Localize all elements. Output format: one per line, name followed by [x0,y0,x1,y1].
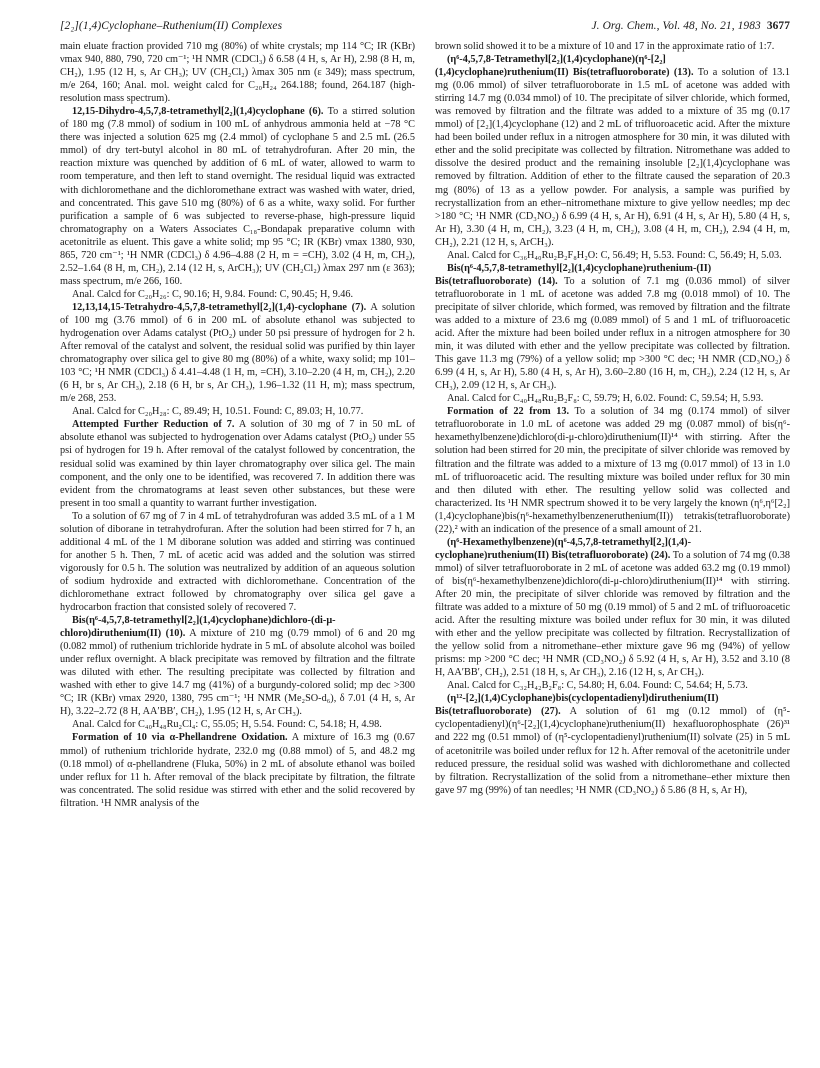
paragraph-text: Anal. Calcd for C₂₀H₂₆: C, 90.16; H, 9.84. Found: C, 90.45; H, 9.46. [72,288,354,300]
paragraph [60,718,415,731]
paragraph-text: A solution of 30 mg of 7 in 50 mL of absolute ethanol was subjected to hydrogenation over Adams catalyst (PtO₂) under 55 psi of hydrogen for 19 h. After removal of the catalyst followed by concentration, the residual solid was examined by thin layer chromatography over silica gel. The main component, and the only one to be identified, was recovered 7. In addition there was evident from the chromatograms at least seven other substances, but these were present in too small a quantity to warrant further investigation. [60,419,415,509]
paragraph [435,536,790,680]
journal-citation [592,20,790,32]
paragraph [435,692,790,796]
paragraph-text: To a solution of 7.1 mg (0.036 mmol) of silver tetrafluoroborate in 1 mL of acetone was added 7.8 mg (0.018 mmol) of 10. The precipitate of silver chloride, which formed, was removed by filtration and the filtrate was added to a mixture of 23.6 mg (0.089 mmol) of 5 and 1 mL of trifluoroacetic acid. After the mixture had been boiled under reflux in a nitrogen atmosphere for 30 min, it was diluted with ether and the yellow precipitate was collected by filtration. This gave 11.3 mg (79%) of a yellow solid; mp >300 °C dec; ¹H NMR (CD₃NO₂) δ 6.99 (4 H, s, Ar H), 5.80 (4 H, s, Ar H), 3.60–2.80 (16 H, m, CH₂), 2.24 (12 H, s, Ar CH₃), 2.09 (12 H, s, Ar CH₃). [435,275,790,392]
paragraph [435,249,790,262]
paragraph-heading: 12,13,14,15-Tetrahydro-4,5,7,8-tetramethyl[2₂](1,4)-cyclophane (7). [72,301,367,313]
paragraph-heading: (η¹²-[2₂](1,4)Cyclophane)bis(cyclopentadienyl)diruthenium(II) Bis(tetrafluoroborate) (27). [435,693,719,718]
paragraph [60,40,415,105]
paragraph [60,731,415,809]
paragraph-text: To a solution of 67 mg of 7 in 4 mL of tetrahydrofuran was added 3.5 mL of a 1 M solution of diborane in tetrahydrofuran. After the solution had been stirred for 7 h, an additional 4 mL of the 1 M diborane solution was added and stirring was continued for another 5 h. Then, 7 mL of acetic acid was added and the solution was stirred vigorously for 0.5 h. The solution was neutralized by addition of an aqueous solution of sodium hydroxide and extracted with dichloromethane. Concentration of the dichloromethane extract followed by chromatography over silica gel gave a hydrocarbon fraction that consisted solely of recovered 7. [60,510,415,614]
paragraph [60,510,415,614]
paragraph-heading: Bis(η⁶-4,5,7,8-tetramethyl[2₂](1,4)cyclophane)dichloro-(di-μ-chloro)diruthenium(II) (10). [60,615,336,640]
paragraph [435,40,790,53]
paragraph-text: Anal. Calcd for C₂₀H₂₈: C, 89.49; H, 10.51. Found: C, 89.03; H, 10.77. [72,406,364,418]
paragraph-heading: Formation of 22 from 13. [447,406,570,418]
paragraph [60,418,415,509]
page-number: 3677 [766,20,790,32]
paragraph-text: To a stirred solution of 180 mg (7.8 mmol) of sodium in 100 mL of anhydrous ammonia held at −78 °C there was injected a solution 625 mg (2.4 mmol) of cyclophane 5 and 2.5 mL (26.5 mmol) of dry tert-butyl alcohol in 80 mL of tetrahydrofuran. After 20 min, the reaction mixture was quenched by addition of 6 mL of water, allowed to warm to room temperature, and then left to stand overnight. The residual liquid was extracted with dichloromethane and the dichloromethane extract was washed with water, dried, and concentrated. This gave 510 mg (80%) of 6 as a white, waxy solid. For further purification a sample of 6 was subjected to reverse-phase, high-pressure liquid chromatography on a Waters Associates C₁₈-Bondapak preparative column with acetonitrile as eluent. This gave a white solid; mp 95 °C; IR (KBr) νmax 1380, 930, 865, 720 cm⁻¹; ¹H NMR (CDCl₃) δ 4.96–4.88 (2 H, m = =CH), 3.02 (4 H, m, CH₂), 2.52–1.64 (8 H, m, CH₂), 2.14 (12 H, s, ArCH₃); UV (CH₂Cl₂) λmax 297 nm (ε 363); mass spectrum, m/e 266, 160. [60,106,415,287]
paragraph-text: A mixture of 210 mg (0.79 mmol) of 6 and 20 mg (0.082 mmol) of ruthenium trichloride hydrate in 5 mL of absolute alcohol was boiled under reflux overnight. A black precipitate was removed by filtration and the filtrate was diluted with ether. The resulting precipitate was collected by filtration and washed with ether to give 14.7 mg (41%) of a burgundy-colored solid; mp dec >300 °C; IR (KBr) νmax 2920, 1380, 795 cm⁻¹; ¹H NMR (Me₂SO-d₆), δ 7.01 (4 H, s, Ar H), 3.22–2.72 (8 H, AA′BB′, CH₂), 1.95 (12 H, s, Ar CH₃). [60,628,415,718]
paragraph-text: A solution of 61 mg (0.12 mmol) of (η⁵-cyclopentadienyl)(η⁶-[2₂](1,4)cyclophane)ruthenium(II) hexafluorophosphate (26)³¹ and 222 mg (0.51 mmol) of (η⁵-cyclopentadienyl)ruthenium(II) solvate (25) in 5 mL of acetonitrile was boiled under reflux for 12 h. After removal of the acetonitrile under reduced pressure, the residual solid was washed with dichloromethane and collected by filtration. Recrystallization of the solid from a nitromethane–ether mixture then gave 97 mg (99%) of tan needles; ¹H NMR (CD₃NO₂) δ 5.86 (8 H, s, Ar H), [435,706,790,796]
paragraph [435,262,790,392]
paragraph-text: A mixture of 16.3 mg (0.67 mmol) of ruthenium trichloride hydrate, 232.0 mg (0.88 mmol) of 5, and 48.2 mg (0.18 mmol) of α-phellandrene (Fluka, 50%) in 2 mL of absolute ethanol was boiled under reflux for 11 h. After removal of the black precipitate by filtration, the filtrate was concentrated. The solid residue was stirred with ether and the solid recovered by filtration. ¹H NMR analysis of the [60,732,415,809]
paragraph-heading: (η⁶-4,5,7,8-Tetramethyl[2₂](1,4)cyclophane)(η⁶-[2₂](1,4)cyclophane)ruthenium(II) Bis(tetrafluoroborate) (13). [435,54,694,79]
paragraph-text: Anal. Calcd for C₄₀H₄₈Ru₂Cl₄: C, 55.05; H, 5.54. Found: C, 54.18; H, 4.98. [72,719,382,731]
paragraph [435,53,790,249]
paragraph-text: brown solid showed it to be a mixture of 10 and 17 in the approximate ratio of 1:7. [435,41,775,52]
paragraph [435,392,790,405]
paragraph-heading: Bis(η⁶-4,5,7,8-tetramethyl[2₂](1,4)cyclophane)ruthenium-(II) Bis(tetrafluoroborate) (14). [435,262,712,287]
paragraph-text: Anal. Calcd for C₃₂H₄₂B₂F₈: C, 54.80; H, 6.04. Found: C, 54.64; H, 5.73. [447,680,748,692]
running-header [60,20,790,32]
paragraph-text: main eluate fraction provided 710 mg (80%) of white crystals; mp 114 °C; IR (KBr) νmax 940, 880, 790, 720 cm⁻¹; ¹H NMR (CDCl₃) δ 6.58 (4 H, s, Ar H), 2.98 (8 H, m, CH₂), 1.95 (12 H, s, Ar CH₃); UV (CH₂Cl₂) λmax 305 nm (ε 349); mass spectrum, m/e 264, 160; Anal. mol. weight calcd for C₂₀H₂₄ 264.188; found, 264.187 (high-resolution mass spectrum). [60,41,415,105]
running-title: [2₂](1,4)Cyclophane–Ruthenium(II) Complexes [60,20,283,32]
text-columns [60,40,790,1056]
paragraph [60,105,415,288]
paragraph [60,405,415,418]
paragraph-heading: 12,15-Dihydro-4,5,7,8-tetramethyl[2₂](1,4)cyclophane (6). [72,106,324,118]
paragraph-text: Anal. Calcd for C₄₀H₄₈Ru₂B₂F₈: C, 59.79; H, 6.02. Found: C, 59.54; H, 5.93. [447,393,764,405]
left-column [60,40,415,1056]
paragraph [435,405,790,535]
paragraph-heading: (η⁶-Hexamethylbenzene)(η⁶-4,5,7,8-tetramethyl[2₂](1,4)-cyclophane)ruthenium(II) Bis(tetrafluoroborate) (24). [435,536,692,561]
journal-name: J. Org. Chem., Vol. 48, No. 21, 1983 [591,20,761,32]
paragraph [435,679,790,692]
paragraph-text: To a solution of 13.1 mg (0.06 mmol) of silver tetrafluoroborate in 1.5 mL of acetone was added with stirring 14.7 mg (0.034 mmol) of 10. The precipitate of silver chloride, which formed, was removed by filtration and the filtrate was added to a mixture of 35 mg (0.17 mmol) of [2₂](1,4)cyclophane (12) and 2 mL of trifluoroacetic acid. After the mixture had been boiled under reflux in a nitrogen atmosphere for 30 min, it was diluted with ether and the solid precipitate was collected by filtration. Nitromethane was added to dissolve the desired product and the remaining insoluble [2₂](1,4)cyclophane was removed by filtration. Addition of ether to the filtrate caused the separation of 20.3 mg (80%) of 13 as a yellow powder. For analysis, a sample was purified by recrystallization from an ether–nitromethane mixture to give yellow needles; mp dec >180 °C; ¹H NMR (CD₃NO₂) δ 6.99 (4 H, s, Ar H), 6.91 (4 H, s, Ar H), 5.80 (4 H, s, Ar H), 3.30 (4 H, m, CH₂), 3.23 (4 H, m, CH₂), 3.08 (4 H, m, CH₂), 2.94 (4 H, m, CH₂), 2.21 (12 H, s, ArCH₃). [435,67,790,248]
paragraph [60,301,415,405]
paragraph-text: To a solution of 74 mg (0.38 mmol) of silver tetrafluoroborate in 2 mL of acetone was added 63.2 mg (0.19 mmol) of bis(η⁶-hexamethylbenzene)dichloro(di-μ-chloro)diruthenium(II)¹⁴ with stirring. After 20 min, the precipitate of silver chloride was removed by filtration and the filtrate was added to a mixture of 50 mg (0.19 mmol) of 5 and 2 mL of trifluoroacetic acid. After the resulting mixture was boiled under reflux for 30 min, it was diluted with ether and the yellow precipitate was collected by filtration. Recrystallization of the yellow solid from a nitromethane–ether mixture gave 96 mg (94%) of yellow prisms: mp >200 °C dec; ¹H NMR (CD₃NO₂) δ 5.92 (4 H, s, Ar H), 3.52 and 3.10 (8 H, AA′BB′, CH₂), 2.51 (18 H, s, Ar CH₃), 2.16 (12 H, s, Ar CH₃). [435,549,790,679]
paragraph-heading: Attempted Further Reduction of 7. [72,419,235,431]
paragraph-text: A solution of 100 mg (3.76 mmol) of 6 in 200 mL of absolute ethanol was subjected to hydrogenation over Adams catalyst (PtO₂) under 50 psi pressure of hydrogen for 2 h. After removal of the catalyst and solvent, the residual solid was purified by thin layer chromatography over silica gel to give 80 mg (80%) of a white, waxy solid; mp 101–103 °C; ¹H NMR (CDCl₃) δ 4.41–4.48 (1 H, m, =CH), 3.10–2.20 (4 H, m, CH₂), 2.20 (6 H, br s, Ar CH₃), 2.18 (6 H, br s, Ar CH₃), 1.96–1.32 (11 H, m); mass spectrum, m/e 268, 253. [60,301,415,405]
right-column [435,40,790,1056]
paragraph-heading: Formation of 10 via α-Phellandrene Oxidation. [72,732,288,744]
paragraph [60,614,415,718]
paragraph [60,288,415,301]
paragraph-text: Anal. Calcd for C₃₆H₄₀Ru₂B₂F₈H₂O: C, 56.49; H, 5.53. Found: C, 56.49; H, 5.03. [447,249,782,261]
paragraph-text: To a solution of 34 mg (0.174 mmol) of silver tetrafluoroborate in 1.0 mL of acetone was added 29 mg (0.087 mmol) of bis(η⁶-hexamethylbenzene)dichloro(di-μ-chloro)diruthenium(II)¹⁴ with stirring. After the solution had been stirred for 20 min, the precipitate of silver chloride was removed by filtration and the filtrate was added to a mixture of 13 mg (0.017 mmol) of 13 in 1.0 mL of trifluoroacetic acid. The resulting mixture was boiled under reflux for 30 min and then diluted with ether. The resulting yellow solid was collected and characterized. Its ¹H NMR spectrum showed it to be very largely the known (η⁶,η⁶[2₂](1,4)cyclophane)bis(η⁶-hexamethylbenzeneruthenium(II)) tetrakis(tetrafluoroborate) (22),² with an indication of the presence of a small amount of 21. [435,406,790,535]
